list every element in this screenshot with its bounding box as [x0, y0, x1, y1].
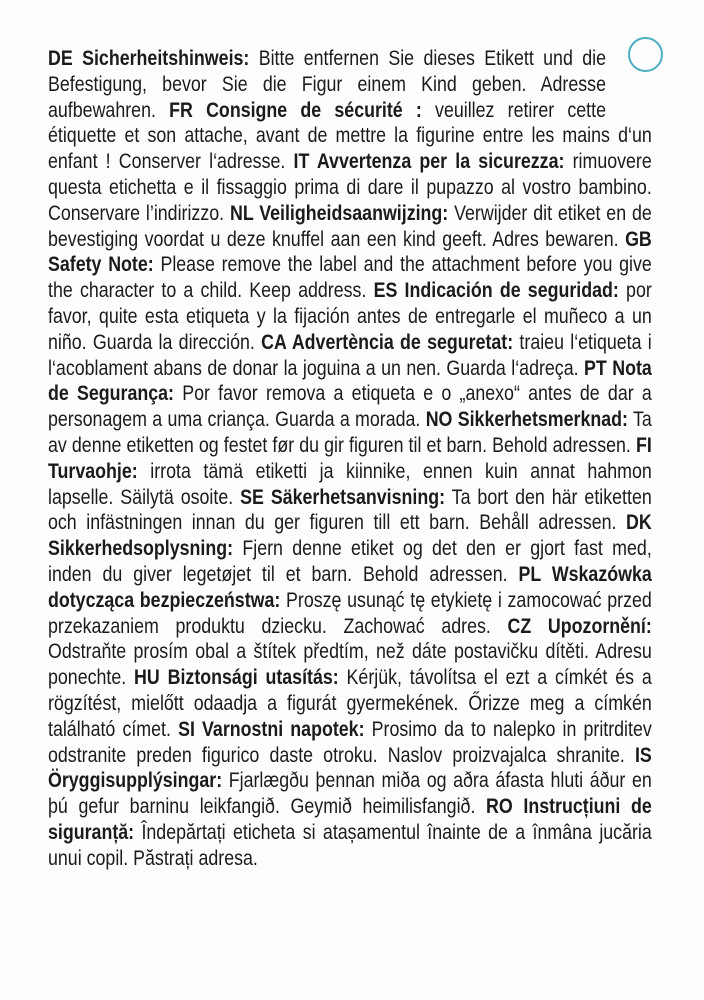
language-label-fi: FI Turvaohje: — [48, 433, 652, 483]
language-label-fr: FR Consigne de sécurité : — [169, 98, 422, 122]
language-label-se: SE Säkerhetsanvisning: — [240, 485, 446, 509]
note-text-nl: Verwijder dit etiket en de bevestiging voordat u deze knuffel aan een kind geeft. Adres bewaren. — [48, 201, 652, 251]
language-label-dk: DK Sikkerhedsoplysning: — [48, 511, 652, 561]
language-label-cz: CZ Upozornění: — [507, 614, 652, 638]
note-text-it: rimuovere questa etichetta e il fissaggio prima di dare il pupazzo al vostro bambino. Conservare l’indirizzo. — [48, 150, 652, 225]
language-label-hu: HU Biztonsági utasítás: — [134, 666, 339, 690]
note-text-fi: irrota tämä etiketti ja kiinnike, ennen kuin annat hahmon lapselle. Säilytä osoite. — [48, 459, 652, 509]
note-text-pl: Proszę usunąć tę etykietę i zamocować przed przekazaniem produktu dziecku. Zachować adres. — [48, 588, 652, 638]
hole-punch-text-wrap-spacer — [606, 46, 652, 100]
language-label-it: IT Avvertenza per la sicurezza: — [293, 150, 565, 174]
note-text-pt: Por favor remova a etiqueta e o „anexo“ antes de dar a personagem a uma criança. Guarda a morada. — [48, 382, 652, 432]
note-text-de: Bitte entfernen Sie dieses Etikett und die Befestigung, bevor Sie die Figur einem Kind geben. Adresse aufbewahren. — [48, 47, 606, 122]
note-text-ro: Îndepărtați eticheta si atașamentul înainte de a înmâna jucăria unui copil. Păstrați adresa. — [48, 820, 652, 870]
note-text-se: Ta bort den här etiketten och infästningen innan du ger figuren till ett barn. Behåll adressen. — [48, 485, 652, 535]
note-text-ca: traieu l‘etiqueta i l‘acoblament abans de donar la joguina a un nen. Guarda l‘adreça. — [48, 330, 652, 380]
language-label-pl: PL Wskazówka dotycząca bezpieczeństwa: — [48, 562, 652, 612]
language-label-ro: RO Instrucțiuni de siguranță: — [48, 795, 652, 844]
note-text-is: Fjarlægðu þennan miða og aðra áfasta hluti áður en þú gefur barninu leikfangið. Geymið heimilisfangið. — [48, 769, 652, 819]
note-text-dk: Fjern denne etiket og det den er gjort fast med, inden du giver legetøjet til et barn. Behold adressen. — [48, 537, 652, 586]
language-label-no: NO Sikkerhetsmerknad: — [425, 408, 628, 432]
language-label-es: ES Indicación de seguridad: — [373, 279, 619, 303]
language-label-de: DE Sicherheitshinweis: — [48, 47, 250, 70]
note-text-si: Prosimo da to nalepko in pritrditev odstranite preden figurico daste otroku. Naslov proizvajalca shranite. — [48, 717, 652, 767]
note-text-gb: Please remove the label and the attachment before you give the character to a child. Keep address. — [48, 253, 652, 303]
safety-notes-text — [48, 46, 652, 872]
language-label-is: IS Öryggisupplýsingar: — [48, 743, 652, 793]
language-label-si: SI Varnostni napotek: — [178, 717, 365, 741]
language-label-nl: NL Veiligheidsaanwijzing: — [229, 201, 449, 225]
language-label-gb: GB Safety Note: — [48, 227, 652, 277]
note-text-fr: veuillez retirer cette étiquette et son attache, avant de mettre la figurine entre les mains d‘un enfant ! Conserver l‘adresse. — [48, 98, 652, 174]
language-label-ca: CA Advertència de seguretat: — [261, 330, 514, 354]
note-text-es: por favor, quite esta etiqueta y la fijación antes de entregarle el muñeco a un niño. Guarda la dirección. — [48, 279, 652, 354]
note-text-no: Ta av denne etiketten og festet før du gir figuren til et barn. Behold adressen. — [48, 408, 652, 457]
note-text-hu: Kérjük, távolítsa el ezt a címkét és a rögzítést, mielőtt odaadja a figurát gyermekének. Őrizze meg a címkén található címet. — [48, 666, 652, 741]
language-label-pt: PT Nota de Segurança: — [48, 356, 652, 406]
note-text-cz: Odstraňte prosím obal a štítek předtím, než dáte postavičku dítěti. Adresu ponechte. — [48, 640, 652, 690]
